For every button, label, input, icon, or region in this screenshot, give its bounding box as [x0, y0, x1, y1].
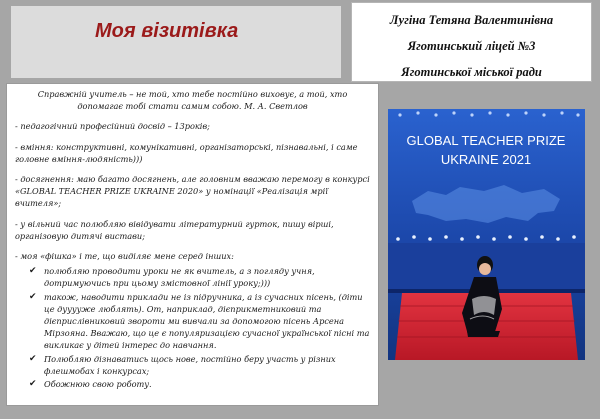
- skills-paragraph: - вміння: конструктивні, комунікативні, організаторські, пізнавальні, і саме головне вміння-людяність))): [15, 141, 358, 164]
- checkmark-icon: ✔: [29, 353, 37, 364]
- prize-sign-line1: GLOBAL TEACHER PRIZE: [406, 133, 566, 148]
- feature-list: [15, 265, 370, 390]
- achievements-paragraph: - досягнення: маю багато досягнень, але головним вважаю перемогу в конкурсі «GLOBAL TEACHER PRIZE UKRAINE 2020» у номінації «Реалізація мрії вчителя»;: [15, 174, 370, 209]
- experience-paragraph: - педагогічний професійний досвід – 13років;: [15, 121, 210, 132]
- list-item: ✔ також, наводити приклади не із підручника, а із сучасних пісень, (діти це дууууже люблять). От, наприклад, дієприкметниковий та дієприслівниковий звороти ми вивчали за допомогою пісень Арсена Мірзояна. Вважаю, що це є популяризацією сучасної української пісні та викликає у дітей інтерес до навчання.: [29, 291, 370, 351]
- prize-sign-line2: UKRAINE 2021: [440, 152, 532, 167]
- text-panel: [6, 83, 379, 406]
- checkmark-icon: ✔: [29, 291, 37, 302]
- title-banner: [11, 6, 341, 78]
- checkmark-icon: ✔: [29, 266, 37, 277]
- award-photo: [388, 109, 585, 360]
- page-title: Моя візитівка: [95, 20, 239, 42]
- school-name: Яготинський ліцей №3: [407, 39, 536, 53]
- list-item: ✔ Полюбляю дізнаватись щось нове, постійно беру участь у різних флешмобах і конкурсах;: [29, 353, 336, 376]
- name-card: [351, 2, 592, 82]
- feature-intro: - моя «фішка» і те, що виділяє мене серед інших:: [15, 251, 234, 262]
- free-time-paragraph: - у вільний час полюбляю вівідувати літературний гурток, пишу вірші, організовую дитячі вистави;: [15, 218, 334, 241]
- list-item: ✔ Обожнюю свою роботу.: [29, 379, 152, 390]
- council-name: Яготинської міської ради: [401, 65, 542, 79]
- list-item: ✔ полюбляю проводити уроки не як вчитель, а з погляду учня, дотримуючись при цьому змістовної лінії уроку;))): [29, 266, 315, 289]
- teacher-name: Лугіна Тетяна Валентинівна: [389, 13, 554, 27]
- checkmark-icon: ✔: [29, 379, 37, 390]
- epigraph-quote: Справжній учитель – не той, хто тебе постійно виховує, а той, хто допомагає тобі стати самим собою. М. А. Светлов: [37, 89, 348, 112]
